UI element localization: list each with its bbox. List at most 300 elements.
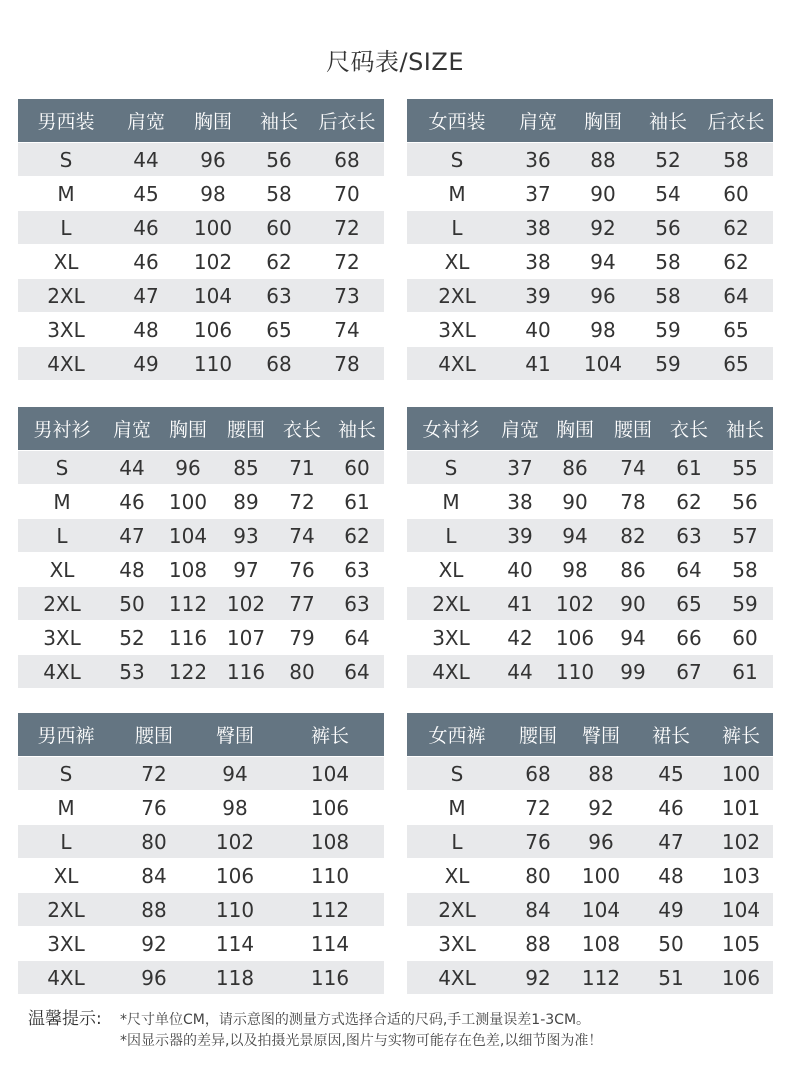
measurement-cell: 86: [545, 450, 605, 484]
measurement-cell: 88: [569, 756, 633, 790]
measurement-cell: 96: [178, 142, 248, 176]
measurement-cell: 76: [114, 790, 194, 824]
tips-section: [28, 1004, 778, 1056]
measurement-cell: 44: [114, 142, 178, 176]
size-label-cell: 3XL: [18, 312, 114, 346]
measurement-cell: 94: [545, 518, 605, 552]
measurement-cell: 68: [310, 142, 384, 176]
table-row: [18, 892, 384, 926]
measurement-cell: 42: [495, 620, 545, 654]
table-row: [18, 450, 384, 484]
tip-text: *尺寸单位CM，请示意图的测量方式选择合适的尺码,手工测量误差1-3CM。: [120, 1012, 591, 1028]
measurement-cell: 107: [218, 620, 274, 654]
table-row: [407, 142, 773, 176]
measurement-cell: 44: [495, 654, 545, 688]
table-header-row: [407, 407, 773, 450]
column-header: 袖长: [248, 99, 310, 142]
measurement-cell: 62: [699, 244, 773, 278]
measurement-cell: 84: [507, 892, 569, 926]
measurement-cell: 60: [248, 210, 310, 244]
measurement-cell: 99: [605, 654, 661, 688]
measurement-cell: 41: [507, 346, 569, 380]
measurement-cell: 90: [605, 586, 661, 620]
measurement-cell: 116: [218, 654, 274, 688]
measurement-cell: 39: [507, 278, 569, 312]
measurement-cell: 47: [106, 518, 158, 552]
measurement-cell: 116: [276, 960, 384, 994]
table-row: [18, 824, 384, 858]
column-header: 腰围: [605, 407, 661, 450]
measurement-cell: 110: [545, 654, 605, 688]
measurement-cell: 84: [114, 858, 194, 892]
measurement-cell: 94: [605, 620, 661, 654]
measurement-cell: 65: [661, 586, 717, 620]
table-row: [407, 244, 773, 278]
measurement-cell: 122: [158, 654, 218, 688]
table-row: [18, 142, 384, 176]
table-row: [18, 858, 384, 892]
measurement-cell: 47: [114, 278, 178, 312]
measurement-cell: 61: [330, 484, 384, 518]
measurement-cell: 101: [709, 790, 773, 824]
measurement-cell: 49: [114, 346, 178, 380]
measurement-cell: 96: [569, 824, 633, 858]
column-header: 袖长: [330, 407, 384, 450]
measurement-cell: 46: [106, 484, 158, 518]
size-label-cell: L: [407, 518, 495, 552]
table-title-header: 男西裤: [18, 713, 114, 756]
table-row: [407, 450, 773, 484]
women-pants-size-table: [407, 713, 773, 994]
measurement-cell: 106: [545, 620, 605, 654]
column-header: 后衣长: [310, 99, 384, 142]
measurement-cell: 41: [495, 586, 545, 620]
size-label-cell: 2XL: [18, 892, 114, 926]
size-label-cell: S: [18, 756, 114, 790]
measurement-cell: 92: [114, 926, 194, 960]
size-label-cell: 4XL: [407, 654, 495, 688]
table-row: [407, 312, 773, 346]
measurement-cell: 49: [633, 892, 709, 926]
column-header: 袖长: [637, 99, 699, 142]
table-row: [407, 756, 773, 790]
table-row: [18, 312, 384, 346]
table-row: [407, 824, 773, 858]
size-label-cell: 3XL: [18, 620, 106, 654]
table-row: [18, 244, 384, 278]
measurement-cell: 68: [507, 756, 569, 790]
measurement-cell: 55: [717, 450, 773, 484]
measurement-cell: 65: [699, 312, 773, 346]
measurement-cell: 58: [637, 278, 699, 312]
measurement-cell: 92: [507, 960, 569, 994]
table-row: [407, 586, 773, 620]
table-row: [18, 586, 384, 620]
measurement-cell: 103: [709, 858, 773, 892]
table-header-row: [18, 407, 384, 450]
measurement-cell: 39: [495, 518, 545, 552]
table-row: [18, 654, 384, 688]
measurement-cell: 80: [274, 654, 330, 688]
measurement-cell: 102: [545, 586, 605, 620]
measurement-cell: 40: [507, 312, 569, 346]
measurement-cell: 72: [310, 210, 384, 244]
measurement-cell: 100: [569, 858, 633, 892]
table-row: [18, 552, 384, 586]
column-header: 腰围: [114, 713, 194, 756]
table-row: [18, 210, 384, 244]
measurement-cell: 53: [106, 654, 158, 688]
tip-row: [28, 1030, 778, 1056]
size-label-cell: L: [18, 210, 114, 244]
size-label-cell: 2XL: [407, 892, 507, 926]
measurement-cell: 47: [633, 824, 709, 858]
table-row: [18, 790, 384, 824]
measurement-cell: 106: [178, 312, 248, 346]
women-shirt-size-table: [407, 407, 773, 688]
size-label-cell: 3XL: [407, 926, 507, 960]
measurement-cell: 97: [218, 552, 274, 586]
table-row: [407, 176, 773, 210]
table-row: [407, 892, 773, 926]
table-row: [18, 620, 384, 654]
measurement-cell: 98: [545, 552, 605, 586]
measurement-cell: 82: [605, 518, 661, 552]
measurement-cell: 51: [633, 960, 709, 994]
measurement-cell: 40: [495, 552, 545, 586]
measurement-cell: 74: [274, 518, 330, 552]
measurement-cell: 71: [274, 450, 330, 484]
size-label-cell: L: [407, 210, 507, 244]
measurement-cell: 46: [633, 790, 709, 824]
women-suit-size-table: [407, 99, 773, 380]
column-header: 裤长: [709, 713, 773, 756]
size-label-cell: 2XL: [18, 278, 114, 312]
measurement-cell: 112: [276, 892, 384, 926]
column-header: 肩宽: [106, 407, 158, 450]
column-header: 胸围: [158, 407, 218, 450]
measurement-cell: 108: [569, 926, 633, 960]
measurement-cell: 77: [274, 586, 330, 620]
size-label-cell: 3XL: [407, 312, 507, 346]
measurement-cell: 90: [545, 484, 605, 518]
column-header: 臀围: [569, 713, 633, 756]
table-header-row: [18, 99, 384, 142]
measurement-cell: 112: [158, 586, 218, 620]
measurement-cell: 62: [330, 518, 384, 552]
measurement-cell: 63: [661, 518, 717, 552]
measurement-cell: 100: [709, 756, 773, 790]
measurement-cell: 56: [248, 142, 310, 176]
size-label-cell: 2XL: [18, 586, 106, 620]
measurement-cell: 96: [114, 960, 194, 994]
measurement-cell: 93: [218, 518, 274, 552]
measurement-cell: 108: [276, 824, 384, 858]
measurement-cell: 70: [310, 176, 384, 210]
measurement-cell: 58: [248, 176, 310, 210]
size-label-cell: XL: [407, 858, 507, 892]
measurement-cell: 60: [717, 620, 773, 654]
measurement-cell: 63: [330, 586, 384, 620]
measurement-cell: 61: [661, 450, 717, 484]
size-label-cell: M: [18, 484, 106, 518]
size-label-cell: XL: [18, 552, 106, 586]
measurement-cell: 45: [633, 756, 709, 790]
measurement-cell: 66: [661, 620, 717, 654]
size-label-cell: L: [18, 518, 106, 552]
size-label-cell: S: [407, 142, 507, 176]
column-header: 衣长: [274, 407, 330, 450]
measurement-cell: 114: [276, 926, 384, 960]
size-label-cell: 3XL: [18, 926, 114, 960]
measurement-cell: 110: [276, 858, 384, 892]
measurement-cell: 61: [717, 654, 773, 688]
measurement-cell: 92: [569, 210, 637, 244]
size-label-cell: 2XL: [407, 278, 507, 312]
table-title-header: 男西装: [18, 99, 114, 142]
measurement-cell: 90: [569, 176, 637, 210]
size-label-cell: 4XL: [407, 346, 507, 380]
size-label-cell: M: [18, 176, 114, 210]
measurement-cell: 56: [717, 484, 773, 518]
measurement-cell: 65: [699, 346, 773, 380]
measurement-cell: 98: [569, 312, 637, 346]
table-header-row: [18, 713, 384, 756]
measurement-cell: 63: [330, 552, 384, 586]
measurement-cell: 38: [495, 484, 545, 518]
measurement-cell: 116: [158, 620, 218, 654]
column-header: 腰围: [218, 407, 274, 450]
measurement-cell: 64: [330, 654, 384, 688]
measurement-cell: 76: [507, 824, 569, 858]
measurement-cell: 68: [248, 346, 310, 380]
column-header: 后衣长: [699, 99, 773, 142]
table-row: [407, 278, 773, 312]
column-header: 袖长: [717, 407, 773, 450]
measurement-cell: 104: [178, 278, 248, 312]
tip-row: [28, 1004, 778, 1030]
page-title: 尺码表/SIZE: [325, 48, 464, 76]
measurement-cell: 72: [310, 244, 384, 278]
measurement-cell: 106: [194, 858, 276, 892]
table-row: [18, 346, 384, 380]
measurement-cell: 78: [605, 484, 661, 518]
table-title-header: 女西裤: [407, 713, 507, 756]
measurement-cell: 38: [507, 210, 569, 244]
size-label-cell: 4XL: [18, 346, 114, 380]
measurement-cell: 74: [605, 450, 661, 484]
table-row: [407, 926, 773, 960]
table-row: [407, 620, 773, 654]
measurement-cell: 104: [158, 518, 218, 552]
measurement-cell: 67: [661, 654, 717, 688]
measurement-cell: 92: [569, 790, 633, 824]
size-label-cell: XL: [407, 244, 507, 278]
table-header-row: [407, 713, 773, 756]
table-row: [18, 278, 384, 312]
measurement-cell: 52: [637, 142, 699, 176]
measurement-cell: 38: [507, 244, 569, 278]
measurement-cell: 105: [709, 926, 773, 960]
measurement-cell: 78: [310, 346, 384, 380]
column-header: 衣长: [661, 407, 717, 450]
measurement-cell: 48: [106, 552, 158, 586]
size-label-cell: L: [18, 824, 114, 858]
size-label-cell: 4XL: [407, 960, 507, 994]
measurement-cell: 102: [709, 824, 773, 858]
size-label-cell: M: [18, 790, 114, 824]
measurement-cell: 58: [637, 244, 699, 278]
measurement-cell: 110: [194, 892, 276, 926]
measurement-cell: 73: [310, 278, 384, 312]
measurement-cell: 106: [709, 960, 773, 994]
measurement-cell: 80: [114, 824, 194, 858]
measurement-cell: 88: [569, 142, 637, 176]
table-row: [407, 210, 773, 244]
measurement-cell: 106: [276, 790, 384, 824]
column-header: 肩宽: [114, 99, 178, 142]
measurement-cell: 46: [114, 210, 178, 244]
measurement-cell: 50: [633, 926, 709, 960]
table-row: [407, 790, 773, 824]
measurement-cell: 89: [218, 484, 274, 518]
table-row: [407, 960, 773, 994]
measurement-cell: 104: [569, 346, 637, 380]
table-row: [407, 518, 773, 552]
measurement-cell: 98: [194, 790, 276, 824]
measurement-cell: 64: [699, 278, 773, 312]
measurement-cell: 36: [507, 142, 569, 176]
size-label-cell: M: [407, 790, 507, 824]
column-header: 肩宽: [507, 99, 569, 142]
measurement-cell: 114: [194, 926, 276, 960]
measurement-cell: 46: [114, 244, 178, 278]
measurement-cell: 76: [274, 552, 330, 586]
table-row: [18, 484, 384, 518]
measurement-cell: 65: [248, 312, 310, 346]
size-label-cell: S: [407, 450, 495, 484]
size-label-cell: S: [18, 142, 114, 176]
tips-label: 温馨提示:: [28, 1009, 102, 1029]
size-label-cell: XL: [407, 552, 495, 586]
table-row: [18, 518, 384, 552]
measurement-cell: 63: [248, 278, 310, 312]
table-title-header: 女衬衫: [407, 407, 495, 450]
measurement-cell: 96: [158, 450, 218, 484]
measurement-cell: 102: [218, 586, 274, 620]
column-header: 胸围: [178, 99, 248, 142]
measurement-cell: 102: [194, 824, 276, 858]
size-label-cell: 2XL: [407, 586, 495, 620]
size-label-cell: XL: [18, 244, 114, 278]
measurement-cell: 94: [569, 244, 637, 278]
measurement-cell: 59: [637, 312, 699, 346]
measurement-cell: 52: [106, 620, 158, 654]
measurement-cell: 59: [717, 586, 773, 620]
measurement-cell: 37: [495, 450, 545, 484]
table-row: [18, 926, 384, 960]
measurement-cell: 104: [569, 892, 633, 926]
measurement-cell: 56: [637, 210, 699, 244]
measurement-cell: 60: [699, 176, 773, 210]
size-label-cell: 4XL: [18, 960, 114, 994]
tip-text: *因显示器的差异,以及拍摄光景原因,图片与实物可能存在色差,以细节图为准！: [120, 1033, 603, 1049]
measurement-cell: 96: [569, 278, 637, 312]
measurement-cell: 58: [717, 552, 773, 586]
measurement-cell: 112: [569, 960, 633, 994]
measurement-cell: 72: [507, 790, 569, 824]
table-row: [18, 756, 384, 790]
measurement-cell: 45: [114, 176, 178, 210]
measurement-cell: 54: [637, 176, 699, 210]
table-row: [407, 654, 773, 688]
table-row: [18, 176, 384, 210]
men-pants-size-table: [18, 713, 384, 994]
measurement-cell: 44: [106, 450, 158, 484]
measurement-cell: 62: [661, 484, 717, 518]
measurement-cell: 100: [158, 484, 218, 518]
measurement-cell: 79: [274, 620, 330, 654]
measurement-cell: 104: [709, 892, 773, 926]
column-header: 臀围: [194, 713, 276, 756]
column-header: 裙长: [633, 713, 709, 756]
table-title-header: 男衬衫: [18, 407, 106, 450]
measurement-cell: 64: [330, 620, 384, 654]
measurement-cell: 48: [633, 858, 709, 892]
size-label-cell: XL: [18, 858, 114, 892]
measurement-cell: 118: [194, 960, 276, 994]
measurement-cell: 110: [178, 346, 248, 380]
measurement-cell: 74: [310, 312, 384, 346]
measurement-cell: 72: [274, 484, 330, 518]
column-header: 胸围: [545, 407, 605, 450]
measurement-cell: 80: [507, 858, 569, 892]
measurement-cell: 86: [605, 552, 661, 586]
size-label-cell: 4XL: [18, 654, 106, 688]
column-header: 肩宽: [495, 407, 545, 450]
measurement-cell: 59: [637, 346, 699, 380]
table-row: [407, 858, 773, 892]
measurement-cell: 108: [158, 552, 218, 586]
table-row: [407, 552, 773, 586]
table-row: [407, 346, 773, 380]
measurement-cell: 85: [218, 450, 274, 484]
size-label-cell: M: [407, 176, 507, 210]
measurement-cell: 58: [699, 142, 773, 176]
measurement-cell: 37: [507, 176, 569, 210]
measurement-cell: 88: [507, 926, 569, 960]
size-label-cell: S: [407, 756, 507, 790]
measurement-cell: 62: [699, 210, 773, 244]
measurement-cell: 50: [106, 586, 158, 620]
size-label-cell: L: [407, 824, 507, 858]
measurement-cell: 94: [194, 756, 276, 790]
measurement-cell: 88: [114, 892, 194, 926]
size-label-cell: 3XL: [407, 620, 495, 654]
table-row: [407, 484, 773, 518]
measurement-cell: 64: [661, 552, 717, 586]
measurement-cell: 57: [717, 518, 773, 552]
measurement-cell: 98: [178, 176, 248, 210]
table-title-header: 女西装: [407, 99, 507, 142]
measurement-cell: 104: [276, 756, 384, 790]
measurement-cell: 62: [248, 244, 310, 278]
measurement-cell: 102: [178, 244, 248, 278]
size-label-cell: M: [407, 484, 495, 518]
measurement-cell: 60: [330, 450, 384, 484]
column-header: 胸围: [569, 99, 637, 142]
men-suit-size-table: [18, 99, 384, 380]
